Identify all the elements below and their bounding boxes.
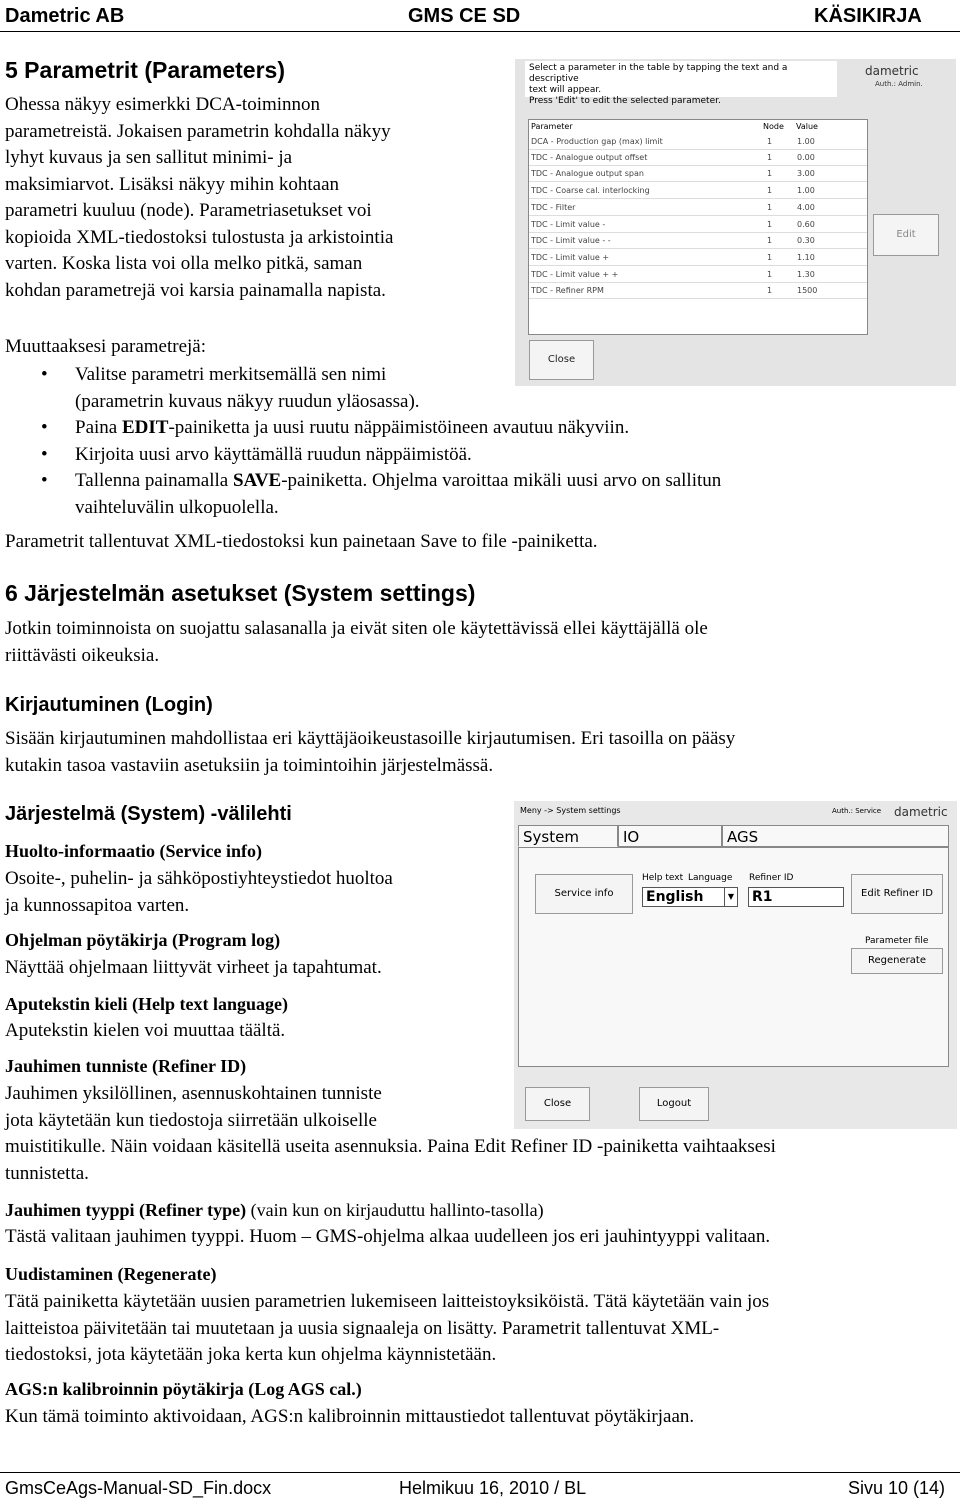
service-text: Osoite-, puhelin- ja sähköpostiyhteystiedot huoltoa ja kunnossapitoa varten. [5,868,393,916]
intro-line: parametri kuuluu (node). Parametriasetukset voi [5,200,372,221]
step-2: • Paina EDIT-painiketta ja uusi ruutu näppäimistöineen avautuu näkyviin. [0,415,721,442]
tab-bar [518,825,949,847]
table-row[interactable]: TDC - Analogue output offset 1 0.00 [529,150,867,166]
close-button[interactable]: Close [529,340,594,380]
tab-system[interactable]: System [518,825,618,847]
intro-line: kohdan parametrejä voi karsia painamalla napista. [5,279,386,301]
regen-heading: Uudistaminen (Regenerate) [5,1264,217,1284]
login-text: Sisään kirjautuminen mahdollistaa eri käyttäjäoikeustasoille kirjautumisen. Eri tasoilla on pääsy kutakin tasoa vastaviin asetuksiin ja toimintoihin järjestelmässä. [5,728,736,776]
log-text: Näyttää ohjelmaan liittyvät virheet ja tapahtumat. [5,957,382,978]
system-panel [518,847,949,1067]
footer-page: Sivu 10 (14) [848,1478,946,1498]
system-settings-screenshot [514,801,957,1129]
header-doc-type: KÄSIKIRJA [814,5,922,27]
section5-title: 5 Parametrit (Parameters) [5,57,285,83]
service-info-button[interactable]: Service info [535,874,633,914]
refid-text: Jauhimen yksilöllinen, asennuskohtainen tunniste jota käytetään kun tiedostoja siirretään ulkoiselle muistitikulle. Näin voidaan käsitellä useita asennuksia. Paina Edit Refiner ID -painiketta vaihtaaksesi tunnistetta. [5,1083,776,1184]
section5-closing: Parametrit tallentuvat XML-tiedostoksi kun painetaan Save to file -painiketta. [5,531,598,552]
login-heading: Kirjautuminen (Login) [5,694,213,716]
refid-heading: Jauhimen tunniste (Refiner ID) [5,1056,247,1076]
table-row[interactable]: TDC - Refiner RPM 1 1500 [529,283,867,299]
language-label: Language [688,873,733,883]
service-heading: Huolto-informaatio (Service info) [5,841,262,861]
auth-label: Auth.: Service [832,807,882,815]
close-button[interactable]: Close [525,1087,590,1121]
footer-rule [0,1472,960,1473]
regenerate-button[interactable]: Regenerate [851,948,943,974]
parameter-table[interactable] [528,119,868,335]
table-row[interactable]: TDC - Filter 1 4.00 [529,200,867,216]
col-node: Node [763,122,784,131]
auth-label: Auth.: Admin. [875,80,923,88]
type-heading: Jauhimen tyyppi (Refiner type) (vain kun on kirjauduttu hallinto-tasolla) [5,1200,544,1220]
chevron-down-icon: ▼ [724,888,737,906]
section6-intro: Jotkin toiminnoista on suojattu salasanalla ja eivät siten ole käytettävissä ellei käyttäjällä ole riittävästi oikeuksia. [5,618,708,666]
table-row[interactable]: TDC - Limit value - - 1 0.30 [529,233,867,249]
parameter-file-label: Parameter file [865,936,929,946]
footer-date: Helmikuu 16, 2010 / BL [399,1478,587,1498]
step-4: • Tallenna painamalla SAVE-painiketta. Ohjelma varoittaa mikäli uusi arvo on sallitun vaihteluvälin ulkopuolella. [0,468,721,521]
intro-line: maksimiarvot. Lisäksi näkyy mihin kohtaan [5,173,340,195]
help-text-box: Select a parameter in the table by tapping the text and a descriptive text will appear. Press 'Edit' to edit the selected parameter. [525,61,837,97]
intro-line: parametreistä. Jokaisen parametrin kohdalla näkyy [5,120,391,142]
header-product: GMS CE SD [408,5,521,27]
section6-title: 6 Järjestelmän asetukset (System settings) [5,580,476,606]
dametric-logo: dametric [865,64,919,78]
table-row[interactable]: TDC - Limit value + + 1 1.30 [529,267,867,283]
edit-refiner-id-button[interactable]: Edit Refiner ID [851,874,943,914]
refiner-id-label: Refiner ID [749,873,794,883]
table-row[interactable]: TDC - Analogue output span 1 3.00 [529,166,867,182]
intro-line: kopioida XML-tiedostoksi tulostusta ja arkistointia [5,226,394,248]
step-3: • Kirjoita uusi arvo käyttämällä ruudun näppäimistöä. [0,442,721,469]
log-heading: Ohjelman pöytäkirja (Program log) [5,930,281,950]
type-text: Tästä valitaan jauhimen tyyppi. Huom – GMS-ohjelma alkaa uudelleen jos eri jauhintyyppi valitaan. [5,1226,771,1247]
section5-intro [5,92,393,304]
logout-button[interactable]: Logout [639,1087,709,1121]
lang-text: Aputekstin kielen voi muuttaa täältä. [5,1020,286,1041]
intro-line: Ohessa näkyy esimerkki DCA-toiminnon [5,94,321,115]
intro-line: lyhyt kuvaus ja sen sallitut minimi- ja [5,147,293,168]
header-rule [0,31,960,32]
change-heading: Muuttaaksesi parametrejä: [5,336,207,357]
header-company: Dametric AB [5,5,125,27]
lang-heading: Aputekstin kieli (Help text language) [5,994,289,1014]
col-value: Value [796,122,818,131]
table-row[interactable]: TDC - Limit value + 1 1.10 [529,250,867,266]
table-row[interactable]: TDC - Coarse cal. interlocking 1 1.00 [529,183,867,199]
dametric-logo: dametric [894,805,948,819]
col-parameter: Parameter [531,122,573,131]
system-heading: Järjestelmä (System) -välilehti [5,803,292,825]
intro-line: varten. Koska lista voi olla melko pitkä, saman [5,253,363,274]
ags-text: Kun tämä toiminto aktivoidaan, AGS:n kalibroinnin mittaustiedot tallentuvat pöytäkirjaan. [5,1406,695,1427]
help-text-label: Help text [642,873,684,883]
language-select[interactable]: English ▼ [642,887,738,907]
tab-ags[interactable]: AGS [722,825,949,847]
refiner-id-field[interactable]: R1 [748,887,844,907]
tab-io[interactable]: IO [618,825,722,847]
ags-heading: AGS:n kalibroinnin pöytäkirja (Log AGS cal.) [5,1379,362,1399]
breadcrumb: Meny -> System settings [520,806,621,815]
footer-file: GmsCeAgs-Manual-SD_Fin.docx [5,1478,272,1498]
regen-text: Tätä painiketta käytetään uusien parametrien lukemiseen laitteistoyksiköistä. Tätä käytetään vain jos laitteistoa päivitetään tai muutetaan ja uusia signaaleja on lisätty. Parametrit tallentuvat XML- tiedostoksi, jota käytetään joka kerta kun ohjelma käynnistetään. [5,1291,770,1365]
step-1: • Valitse parametri merkitsemällä sen nimi (parametrin kuvaus näkyy ruudun yläosassa). [0,362,721,415]
table-row[interactable]: TDC - Limit value - 1 0.60 [529,217,867,233]
edit-button[interactable]: Edit [873,214,939,256]
table-row[interactable]: DCA - Production gap (max) limit 1 1.00 [529,134,867,150]
parameters-screenshot [515,59,956,386]
